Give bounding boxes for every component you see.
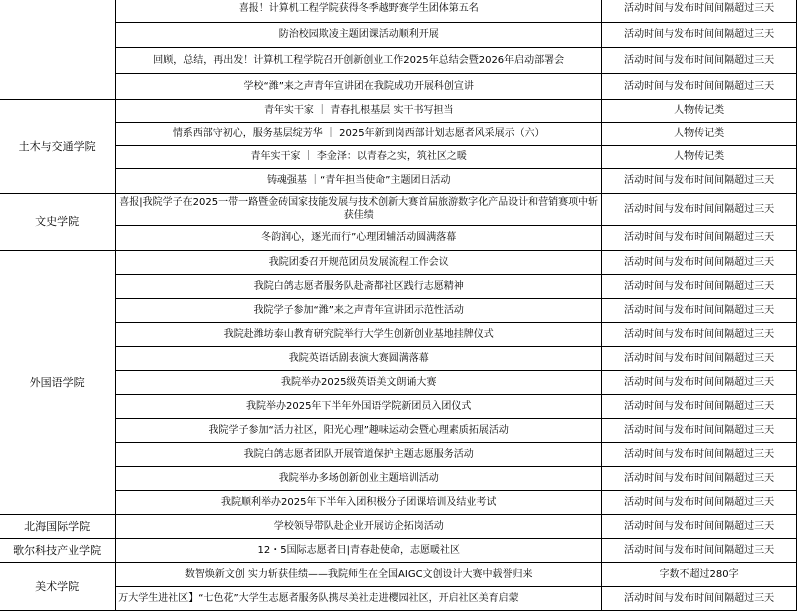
table-row: [0, 48, 797, 74]
article-title: 我院学子参加“活力社区，阳光心理”趣味运动会暨心理素质拓展活动: [116, 419, 602, 443]
reason-cell: 活动时间与发布时间间隔超过三天: [602, 74, 797, 100]
reason-cell: 活动时间与发布时间间隔超过三天: [602, 169, 797, 194]
table-row: [0, 419, 797, 443]
reason-cell: 活动时间与发布时间间隔超过三天: [602, 23, 797, 48]
table-row: [0, 539, 797, 563]
table-row: [0, 587, 797, 611]
table-row: [0, 251, 797, 275]
article-title: 我院举办2025级英语美文朗诵大赛: [116, 371, 602, 395]
reason-cell: 人物传记类: [602, 146, 797, 169]
article-title: 我院学子参加“潍”来之声青年宣讲团示范性活动: [116, 299, 602, 323]
reason-cell: 活动时间与发布时间间隔超过三天: [602, 251, 797, 275]
table-row: [0, 395, 797, 419]
article-title: 回顾，总结，再出发！计算机工程学院召开创新创业工作2025年总结会暨2026年启动部署会: [116, 48, 602, 74]
article-title: 12・5国际志愿者日|青春赴使命，志愿暖社区: [116, 539, 602, 563]
reason-cell: 活动时间与发布时间间隔超过三天: [602, 587, 797, 611]
reason-cell: 活动时间与发布时间间隔超过三天: [602, 194, 797, 226]
article-title: 学校“潍”来之声青年宣讲团在我院成功开展科创宣讲: [116, 74, 602, 100]
table-row: [0, 146, 797, 169]
table-row: [0, 467, 797, 491]
reason-cell: 活动时间与发布时间间隔超过三天: [602, 323, 797, 347]
table-row: [0, 226, 797, 251]
reason-cell: 活动时间与发布时间间隔超过三天: [602, 347, 797, 371]
reason-cell: 活动时间与发布时间间隔超过三天: [602, 419, 797, 443]
reason-cell: 活动时间与发布时间间隔超过三天: [602, 491, 797, 515]
article-title: 我院白鸽志愿者服务队赴斋都社区践行志愿精神: [116, 275, 602, 299]
table-row: [0, 100, 797, 123]
college-cell: 美术学院: [0, 563, 116, 611]
article-title: 青年实干家 ｜ 李金泽：以青春之实，筑社区之暖: [116, 146, 602, 169]
reason-cell: 活动时间与发布时间间隔超过三天: [602, 443, 797, 467]
reason-cell: 活动时间与发布时间间隔超过三天: [602, 539, 797, 563]
college-cell: 文史学院: [0, 194, 116, 251]
article-title: 喜报|我院学子在2025一带一路暨金砖国家技能发展与技术创新大赛首届旅游数字化产品设计和营销赛项中斩获佳绩: [116, 194, 602, 226]
reason-cell: 活动时间与发布时间间隔超过三天: [602, 515, 797, 539]
reason-cell: 活动时间与发布时间间隔超过三天: [602, 467, 797, 491]
table-row: [0, 371, 797, 395]
table-row: [0, 275, 797, 299]
college-cell: 歌尔科技产业学院: [0, 539, 116, 563]
table-row: [0, 0, 797, 23]
article-title: 我院赴潍坊泰山教育研究院举行大学生创新创业基地挂牌仪式: [116, 323, 602, 347]
article-title: 万大学生进社区】“七色花”大学生志愿者服务队携尽美社走进樱园社区，开启社区美育启蒙: [116, 587, 602, 611]
table-row: [0, 194, 797, 226]
article-title: 冬韵润心，逐光而行”心理团辅活动圆满落幕: [116, 226, 602, 251]
article-title: 铸魂强基 ｜“青年担当使命”主题团日活动: [116, 169, 602, 194]
article-title: 防治校园欺凌主题团课活动顺利开展: [116, 23, 602, 48]
table-row: [0, 323, 797, 347]
reason-cell: 活动时间与发布时间间隔超过三天: [602, 371, 797, 395]
table-row: [0, 299, 797, 323]
table-row: [0, 491, 797, 515]
article-title: 情系西部守初心，服务基层绽芳华 ｜ 2025年新到岗西部计划志愿者风采展示（六）: [116, 123, 602, 146]
article-title: 喜报！计算机工程学院获得冬季越野赛学生团体第五名: [116, 0, 602, 23]
reason-cell: 活动时间与发布时间间隔超过三天: [602, 0, 797, 23]
reason-cell: 人物传记类: [602, 123, 797, 146]
article-title: 我院举办多场创新创业主题培训活动: [116, 467, 602, 491]
article-title: 我院白鸽志愿者团队开展管道保护主题志愿服务活动: [116, 443, 602, 467]
table-row: [0, 23, 797, 48]
college-cell: [0, 0, 116, 100]
article-title: 数智焕新文创 实力斩获佳绩——我院师生在全国AIGC文创设计大赛中载誉归来: [116, 563, 602, 587]
college-cell: 外国语学院: [0, 251, 116, 515]
table-row: [0, 347, 797, 371]
table-row: [0, 563, 797, 587]
reason-cell: 活动时间与发布时间间隔超过三天: [602, 275, 797, 299]
reason-cell: 活动时间与发布时间间隔超过三天: [602, 48, 797, 74]
reason-cell: 字数不超过280字: [602, 563, 797, 587]
reason-cell: 活动时间与发布时间间隔超过三天: [602, 226, 797, 251]
table-row: [0, 74, 797, 100]
article-title: 青年实干家 ｜ 青春扎根基层 实干书写担当: [116, 100, 602, 123]
reason-cell: 人物传记类: [602, 100, 797, 123]
college-cell: 北海国际学院: [0, 515, 116, 539]
reason-cell: 活动时间与发布时间间隔超过三天: [602, 299, 797, 323]
article-title: 学校领导带队赴企业开展访企拓岗活动: [116, 515, 602, 539]
table-row: [0, 169, 797, 194]
table-row: [0, 515, 797, 539]
college-cell: 土木与交通学院: [0, 100, 116, 194]
table-row: [0, 443, 797, 467]
article-title: 我院举办2025年下半年外国语学院新团员入团仪式: [116, 395, 602, 419]
article-title: 我院顺利举办2025年下半年入团积极分子团课培训及结业考试: [116, 491, 602, 515]
article-title: 我院英语话剧表演大赛圆满落幕: [116, 347, 602, 371]
reason-cell: 活动时间与发布时间间隔超过三天: [602, 395, 797, 419]
table-row: [0, 123, 797, 146]
article-title: 我院团委召开规范团员发展流程工作会议: [116, 251, 602, 275]
